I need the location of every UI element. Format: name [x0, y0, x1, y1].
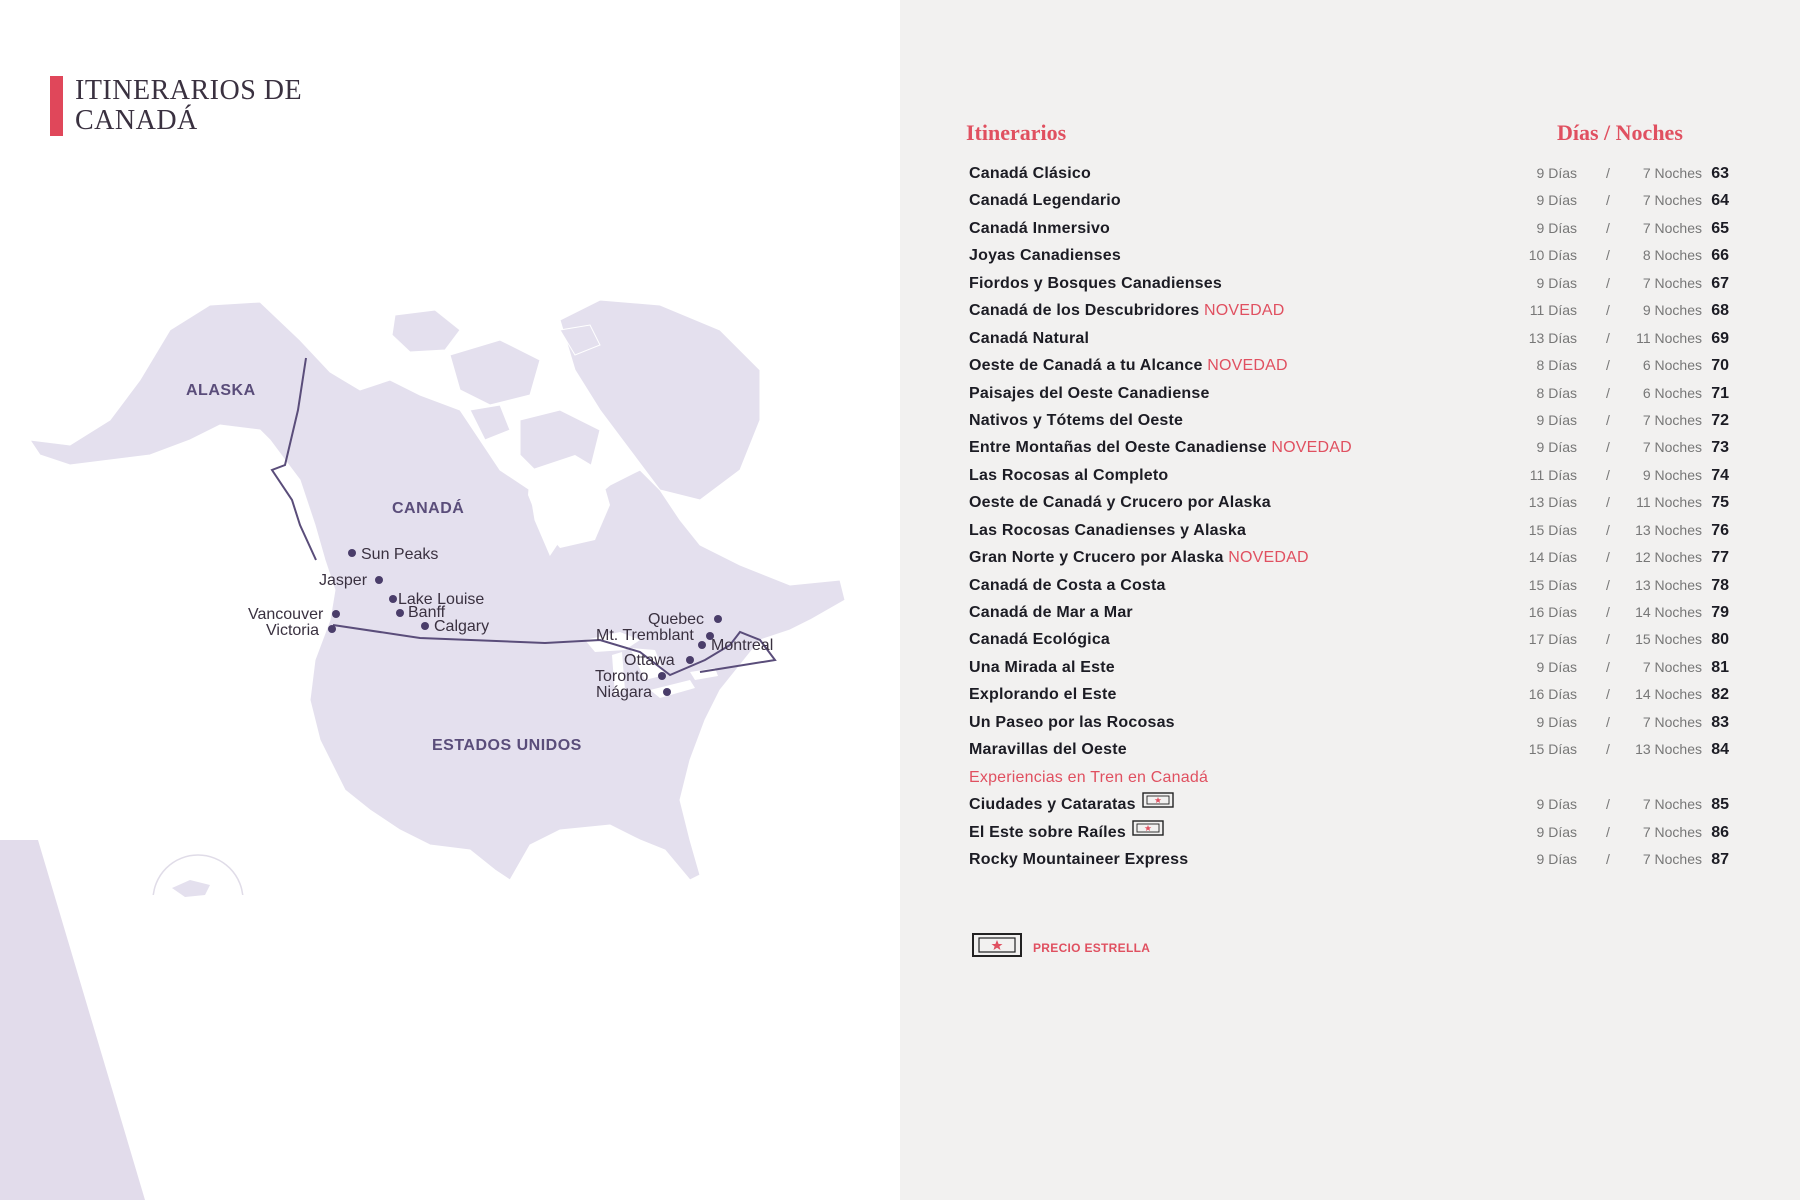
itinerary-name	[969, 736, 1127, 763]
city-marker-ottawa	[686, 656, 694, 664]
novedad-badge: NOVEDAD	[1207, 357, 1288, 375]
itinerary-row[interactable]	[969, 215, 1729, 242]
itinerary-name	[969, 599, 1133, 626]
itinerary-dias: 9 Días	[1536, 850, 1577, 867]
city-marker-jasper	[375, 576, 383, 584]
itinerary-separator: /	[1606, 604, 1610, 620]
itinerary-row[interactable]	[969, 434, 1729, 461]
city-label-vancouver: Vancouver	[248, 606, 324, 623]
itinerary-separator: /	[1606, 631, 1610, 648]
itinerary-noches: 6 Noches	[1642, 384, 1702, 401]
itinerary-page-number: 71	[1711, 384, 1729, 402]
itinerary-separator: /	[1606, 165, 1610, 181]
itinerary-row[interactable]	[969, 544, 1729, 571]
itinerary-dias: 15 Días	[1528, 576, 1577, 593]
itinerary-noches: 9 Noches	[1642, 302, 1702, 319]
itinerary-page-number: 76	[1711, 521, 1729, 539]
itinerary-page-number: 64	[1711, 192, 1729, 210]
itinerary-name-text: Canadá Legendario	[969, 192, 1121, 210]
itinerary-dias: 9 Días	[1536, 796, 1577, 813]
itinerary-noches: 7 Noches	[1642, 850, 1702, 867]
arctic-island-2	[450, 340, 540, 405]
itinerary-name-text: Maravillas del Oeste	[969, 741, 1127, 759]
itinerary-name-text: Ciudades y Cataratas	[969, 796, 1136, 814]
itinerary-page-number: 72	[1711, 411, 1729, 429]
itinerary-page-number: 77	[1711, 549, 1729, 567]
itinerary-name	[969, 517, 1246, 544]
itinerary-name	[969, 380, 1210, 407]
itinerary-name	[969, 160, 1091, 187]
itinerary-page-number: 68	[1711, 302, 1729, 320]
itinerarios-header: Itinerarios	[966, 120, 1067, 145]
city-label-mt-tremblant: Mt. Tremblant	[596, 627, 694, 644]
itinerary-dias: 17 Días	[1528, 631, 1577, 648]
itinerary-separator: /	[1606, 521, 1610, 538]
itinerary-name	[969, 215, 1110, 242]
itinerary-page-number: 83	[1711, 713, 1729, 731]
dias-noches-header: Días / Noches	[1557, 120, 1683, 145]
itinerary-dias: 16 Días	[1528, 604, 1577, 620]
itinerary-dias: 9 Días	[1536, 219, 1577, 236]
itinerary-noches: 7 Noches	[1642, 219, 1702, 236]
novedad-badge: NOVEDAD	[1228, 549, 1309, 567]
itinerary-name-text: Gran Norte y Crucero por Alaska	[969, 549, 1224, 567]
itinerary-noches: 8 Noches	[1642, 247, 1702, 264]
itinerary-row[interactable]	[969, 819, 1729, 846]
itinerary-separator: /	[1606, 384, 1610, 401]
itinerary-name	[969, 242, 1121, 269]
itinerary-row[interactable]	[969, 270, 1729, 297]
itinerary-separator: /	[1606, 549, 1610, 566]
itinerary-name-text: Oeste de Canadá y Crucero por Alaska	[969, 494, 1271, 512]
section-heading-train	[969, 764, 1729, 791]
star-ticket-icon	[971, 932, 1023, 963]
itinerary-separator: /	[1606, 219, 1610, 236]
itinerary-name-text: Paisajes del Oeste Canadiense	[969, 384, 1210, 402]
region-label-usa: ESTADOS UNIDOS	[432, 737, 582, 754]
itinerary-noches: 15 Noches	[1635, 631, 1702, 648]
itinerary-noches: 13 Noches	[1635, 741, 1702, 758]
right-page	[900, 0, 1800, 1200]
legend	[971, 932, 1150, 963]
itinerary-dias: 14 Días	[1528, 549, 1577, 566]
itinerary-separator: /	[1606, 357, 1610, 374]
city-label-victoria: Victoria	[266, 622, 320, 639]
itinerary-separator: /	[1606, 247, 1610, 264]
itinerary-separator: /	[1606, 274, 1610, 291]
itinerary-page-number: 79	[1711, 604, 1729, 621]
region-label-canada: CANADÁ	[392, 500, 465, 517]
itinerary-page-number: 80	[1711, 631, 1729, 649]
city-marker-banff	[396, 609, 404, 617]
itinerary-separator: /	[1606, 658, 1610, 675]
itinerary-dias: 8 Días	[1536, 384, 1577, 401]
itinerary-noches: 12 Noches	[1635, 549, 1702, 566]
itinerary-page-number: 75	[1711, 494, 1729, 512]
itinerary-dias: 11 Días	[1529, 466, 1577, 483]
itinerary-row[interactable]	[969, 572, 1729, 599]
itinerary-name	[969, 626, 1110, 653]
itinerary-dias: 9 Días	[1536, 165, 1577, 181]
itinerary-page-number: 63	[1711, 165, 1729, 182]
itinerary-row[interactable]	[969, 242, 1729, 269]
itinerary-name	[969, 352, 1288, 379]
itinerary-page-number: 81	[1711, 658, 1729, 676]
city-marker-niagara	[663, 688, 671, 696]
itinerary-noches: 7 Noches	[1642, 796, 1702, 813]
itinerary-name-text: Rocky Mountaineer Express	[969, 850, 1189, 868]
city-label-sun-peaks: Sun Peaks	[361, 546, 439, 563]
itinerary-dias: 9 Días	[1536, 713, 1577, 730]
itinerary-name	[969, 654, 1115, 681]
city-marker-lake-louise	[389, 595, 397, 603]
city-marker-toronto	[658, 672, 666, 680]
itinerary-name	[969, 297, 1285, 324]
itinerary-noches: 9 Noches	[1642, 466, 1702, 483]
legend-label: PRECIO ESTRELLA	[1033, 940, 1151, 955]
itinerary-noches: 7 Noches	[1642, 274, 1702, 291]
itinerary-name-text: Joyas Canadienses	[969, 247, 1121, 265]
itinerary-noches: 7 Noches	[1642, 165, 1702, 181]
itinerary-name-text: Fiordos y Bosques Canadienses	[969, 274, 1222, 292]
itinerary-noches: 11 Noches	[1636, 494, 1702, 511]
itinerary-page-number: 84	[1711, 741, 1729, 759]
city-label-ottawa: Ottawa	[624, 652, 675, 669]
itinerary-noches: 7 Noches	[1642, 823, 1702, 840]
itinerary-name-text: Nativos y Tótems del Oeste	[969, 411, 1184, 429]
itinerary-row[interactable]	[969, 791, 1729, 818]
itinerary-row[interactable]	[969, 297, 1729, 324]
itinerary-name-text: Entre Montañas del Oeste Canadiense	[969, 439, 1267, 457]
itinerary-dias: 13 Días	[1528, 329, 1577, 346]
itinerary-dias: 15 Días	[1528, 521, 1577, 538]
itinerary-row[interactable]	[969, 599, 1729, 626]
itinerary-row[interactable]	[969, 681, 1729, 708]
itinerary-name-text: Canadá Inmersivo	[969, 219, 1111, 237]
itinerary-noches: 13 Noches	[1635, 521, 1702, 538]
itinerary-separator: /	[1606, 850, 1610, 867]
itinerary-separator: /	[1606, 494, 1610, 511]
itinerary-dias: 9 Días	[1536, 192, 1577, 209]
city-marker-montreal	[698, 641, 706, 649]
star-ticket-icon	[1142, 790, 1174, 817]
itinerary-page-number: 66	[1711, 247, 1729, 265]
itinerary-separator: /	[1606, 576, 1610, 593]
region-label-alaska: ALASKA	[186, 382, 256, 399]
itinerary-dias: 9 Días	[1536, 411, 1577, 428]
itinerary-name	[969, 434, 1352, 461]
itinerary-noches: 14 Noches	[1635, 604, 1702, 620]
itinerary-noches: 14 Noches	[1635, 686, 1702, 703]
itinerary-separator: /	[1606, 686, 1610, 703]
itinerary-noches: 7 Noches	[1642, 713, 1702, 730]
itinerary-row[interactable]	[969, 352, 1729, 379]
itinerary-name	[969, 407, 1183, 434]
itinerary-page-number: 85	[1711, 796, 1729, 814]
itinerary-name	[969, 489, 1271, 516]
itinerary-name-text: Una Mirada al Este	[969, 658, 1115, 676]
itinerary-row[interactable]	[969, 325, 1729, 352]
arctic-island-1	[392, 310, 460, 352]
title-line-1: ITINERARIOS DE	[75, 75, 303, 106]
itinerary-row[interactable]	[969, 187, 1729, 214]
city-label-jasper: Jasper	[319, 572, 368, 589]
itinerary-name-text: Las Rocosas Canadienses y Alaska	[969, 521, 1247, 539]
itinerary-dias: 15 Días	[1528, 741, 1577, 758]
itinerary-name-text: Canadá de los Descubridores	[969, 302, 1200, 320]
itinerary-name	[969, 791, 1174, 818]
itinerary-name-text: Un Paseo por las Rocosas	[969, 713, 1175, 731]
itinerary-row[interactable]	[969, 489, 1729, 516]
itinerary-noches: 11 Noches	[1636, 329, 1702, 346]
itinerary-row[interactable]	[969, 709, 1729, 736]
itinerary-page-number: 87	[1711, 850, 1729, 868]
itinerary-noches: 6 Noches	[1642, 357, 1702, 374]
city-marker-sun-peaks	[348, 549, 356, 557]
itinerary-separator: /	[1606, 466, 1610, 483]
itinerary-name	[969, 681, 1117, 708]
itinerary-noches: 7 Noches	[1642, 411, 1702, 428]
itinerary-dias: 11 Días	[1529, 302, 1577, 319]
itinerary-dias: 9 Días	[1536, 274, 1577, 291]
itinerary-page-number: 70	[1711, 357, 1729, 375]
itinerary-row[interactable]	[969, 626, 1729, 653]
inset-globe	[150, 855, 250, 955]
city-label-niagara: Niágara	[596, 684, 653, 701]
itinerary-dias: 13 Días	[1528, 494, 1577, 511]
city-label-lake-louise: Lake Louise	[398, 591, 485, 608]
star-ticket-icon	[1132, 818, 1164, 845]
itinerary-row[interactable]	[969, 462, 1729, 489]
city-marker-vancouver	[332, 610, 340, 618]
itinerary-separator: /	[1606, 796, 1610, 813]
itinerary-row[interactable]	[969, 407, 1729, 434]
itinerary-name	[969, 462, 1168, 489]
itinerary-page-number: 86	[1711, 823, 1729, 841]
itinerary-page-number: 73	[1711, 439, 1729, 457]
itinerary-page-number: 74	[1711, 466, 1729, 484]
city-label-toronto: Toronto	[595, 668, 649, 685]
city-marker-quebec	[714, 615, 722, 623]
itinerary-dias: 8 Días	[1536, 357, 1577, 374]
itinerary-name	[969, 325, 1089, 352]
city-label-quebec: Quebec	[648, 611, 705, 628]
title-line-2: CANADÁ	[75, 105, 198, 136]
itinerary-separator: /	[1606, 302, 1610, 319]
itinerary-name-text: Oeste de Canadá a tu Alcance	[969, 357, 1203, 375]
itinerary-page-number: 78	[1711, 576, 1729, 594]
itinerary-name-text: Explorando el Este	[969, 686, 1117, 704]
city-marker-calgary	[421, 622, 429, 630]
itinerary-name	[969, 846, 1188, 873]
itinerary-dias: 16 Días	[1528, 686, 1577, 703]
city-marker-victoria	[328, 625, 336, 633]
itinerary-row[interactable]	[969, 160, 1729, 187]
itinerary-name	[969, 709, 1175, 736]
itinerary-noches: 7 Noches	[1642, 658, 1702, 675]
itinerary-separator: /	[1606, 741, 1610, 758]
itinerary-noches: 7 Noches	[1642, 192, 1702, 209]
itinerary-page-number: 67	[1711, 274, 1729, 292]
itinerary-name-text: Las Rocosas al Completo	[969, 466, 1169, 484]
itinerary-separator: /	[1606, 823, 1610, 840]
itinerary-name	[969, 819, 1164, 846]
city-label-banff: Banff	[408, 604, 446, 621]
itinerary-separator: /	[1606, 411, 1610, 428]
itinerary-separator: /	[1606, 192, 1610, 209]
novedad-badge: NOVEDAD	[1204, 302, 1285, 320]
itinerary-dias: 10 Días	[1528, 247, 1577, 264]
itinerary-row[interactable]	[969, 517, 1729, 544]
novedad-badge: NOVEDAD	[1271, 439, 1352, 457]
itinerary-dias: 9 Días	[1536, 658, 1577, 675]
section-title: Experiencias en Tren en Canadá	[969, 768, 1209, 786]
itinerary-name-text: Canadá Natural	[969, 329, 1090, 347]
itinerary-row[interactable]	[969, 736, 1729, 763]
itinerary-name-text: Canadá de Costa a Costa	[969, 576, 1166, 594]
itinerary-page-number: 82	[1711, 686, 1729, 704]
itinerary-dias: 9 Días	[1536, 823, 1577, 840]
itinerary-name	[969, 544, 1309, 571]
itinerary-page-number: 65	[1711, 219, 1729, 237]
itinerary-noches: 13 Noches	[1635, 576, 1702, 593]
city-label-montreal: Montreal	[711, 637, 774, 654]
itinerary-separator: /	[1606, 439, 1610, 456]
itinerary-list	[969, 160, 1729, 873]
itinerary-name	[969, 187, 1121, 214]
itinerary-noches: 7 Noches	[1642, 439, 1702, 456]
itinerary-separator: /	[1606, 329, 1610, 346]
itinerary-name	[969, 572, 1166, 599]
itinerary-name	[969, 270, 1222, 297]
itinerary-name-text: El Este sobre Raíles	[969, 823, 1126, 841]
itinerary-row[interactable]	[969, 654, 1729, 681]
itinerary-row[interactable]	[969, 380, 1729, 407]
itinerary-row[interactable]	[969, 846, 1729, 873]
itinerary-name-text: Canadá Ecológica	[969, 631, 1111, 649]
itinerary-name-text: Canadá de Mar a Mar	[969, 604, 1133, 621]
itinerary-page-number: 69	[1711, 329, 1729, 347]
itinerary-name-text: Canadá Clásico	[969, 165, 1091, 182]
itinerary-dias: 9 Días	[1536, 439, 1577, 456]
city-label-calgary: Calgary	[434, 618, 490, 635]
itinerary-separator: /	[1606, 713, 1610, 730]
